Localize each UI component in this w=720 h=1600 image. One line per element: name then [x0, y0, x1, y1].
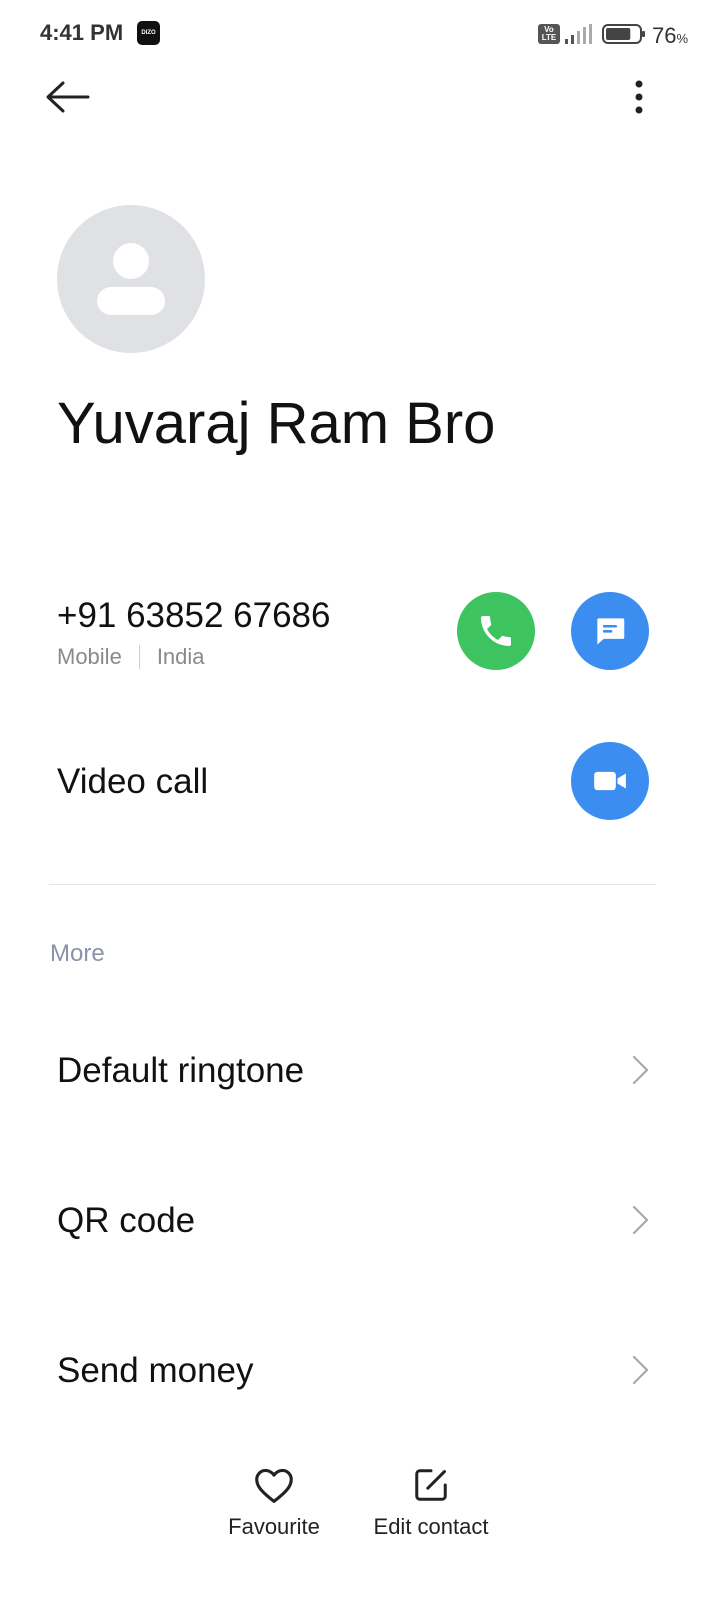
edit-contact-button[interactable] [366, 1466, 496, 1540]
battery-icon [602, 24, 646, 44]
phone-region: India [156, 644, 205, 669]
phone-icon [476, 611, 516, 651]
favourite-button[interactable] [224, 1466, 324, 1540]
chevron-right-icon [628, 1204, 652, 1236]
edit-contact-label: Edit contact [373, 1514, 489, 1539]
phone-details-divider [139, 645, 140, 669]
battery-percent-number: 76 [652, 23, 677, 48]
avatar [57, 205, 205, 353]
qr-code-item[interactable]: QR code [57, 1201, 196, 1240]
message-icon [591, 612, 629, 650]
phone-type: Mobile [57, 644, 122, 669]
person-placeholder-icon [57, 205, 205, 353]
phone-number[interactable]: +91 63852 67686 [57, 596, 331, 635]
message-button[interactable] [571, 592, 649, 670]
volte-top-label: Vo [544, 25, 554, 34]
edit-icon [412, 1466, 450, 1504]
section-divider [49, 884, 656, 885]
default-ringtone-item[interactable]: Default ringtone [57, 1051, 305, 1090]
chevron-right-icon [628, 1354, 652, 1386]
back-arrow-icon[interactable] [44, 78, 90, 118]
more-options-icon[interactable] [622, 78, 656, 118]
status-time: 4:41 PM [40, 20, 124, 45]
video-call-button[interactable] [571, 742, 649, 820]
more-section-title: More [50, 940, 105, 967]
contact-name: Yuvaraj Ram Bro [57, 391, 496, 456]
video-camera-icon [590, 761, 630, 801]
phone-details [57, 644, 205, 670]
send-money-item[interactable]: Send money [57, 1351, 254, 1390]
volte-bottom-label: LTE [541, 33, 557, 42]
favourite-label: Favourite [228, 1514, 320, 1539]
video-call-label[interactable]: Video call [57, 762, 209, 801]
heart-icon [253, 1466, 295, 1504]
volte-icon [538, 24, 560, 44]
call-button[interactable] [457, 592, 535, 670]
battery-percent-unit: % [676, 31, 689, 46]
signal-icon [564, 24, 592, 44]
app-badge-icon: DIZO [137, 21, 160, 45]
chevron-right-icon [628, 1054, 652, 1086]
battery-level-fill [606, 28, 630, 40]
battery-percent [652, 23, 688, 49]
